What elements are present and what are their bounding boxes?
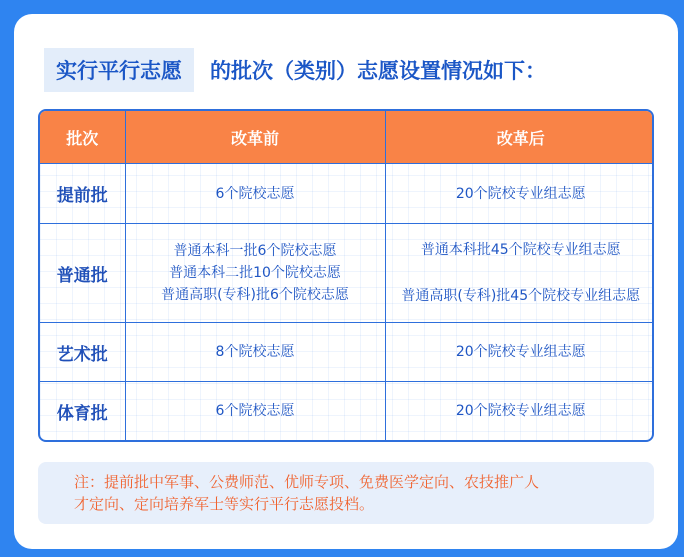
after-cell [385,224,654,323]
table-row [40,382,654,441]
note-line: 注：提前批中军事、公费师范、优师专项、免费医学定向、农技推广人 [74,473,540,491]
before-cell [125,164,385,224]
after-cell [385,164,654,224]
page-heading [44,48,546,92]
before-line: 6个院校志愿 [215,403,295,420]
before-line: 6个院校志愿 [215,185,295,202]
after-line: 20个院校专业组志愿 [455,344,586,360]
batch-table [38,109,654,442]
before-line: 8个院校志愿 [215,344,295,360]
heading-rest: 的批次（类别）志愿设置情况如下： [210,59,546,83]
note-line: 才定向、定向培养军士等实行平行志愿投档。 [74,495,375,513]
after-cell [385,382,654,441]
batch-label: 提前批 [40,164,125,224]
batch-label: 艺术批 [40,323,125,382]
note-box [38,462,654,524]
table-row [40,323,654,382]
batch-label: 体育批 [40,382,125,441]
after-line: 20个院校专业组志愿 [455,185,586,202]
header-before: 改革前 [125,111,385,164]
after-line: 普通高职(专科)批45个院校专业组志愿 [401,288,641,304]
before-line: 普通高职(专科)批6个院校志愿 [161,287,349,303]
header-after: 改革后 [385,111,654,164]
batch-label: 普通批 [40,224,125,323]
before-cell [125,224,385,323]
table-row [40,164,654,224]
after-line: 普通本科批45个院校专业组志愿 [420,242,621,258]
before-line: 普通本科二批10个院校志愿 [169,265,341,281]
after-line: 20个院校专业组志愿 [455,403,586,420]
table-header-row [40,111,654,164]
header-batch: 批次 [40,111,125,164]
after-cell [385,323,654,382]
before-cell [125,323,385,382]
before-line: 普通本科一批6个院校志愿 [173,243,337,259]
heading-highlight: 实行平行志愿 [44,48,194,92]
table-row [40,224,654,323]
before-cell [125,382,385,441]
